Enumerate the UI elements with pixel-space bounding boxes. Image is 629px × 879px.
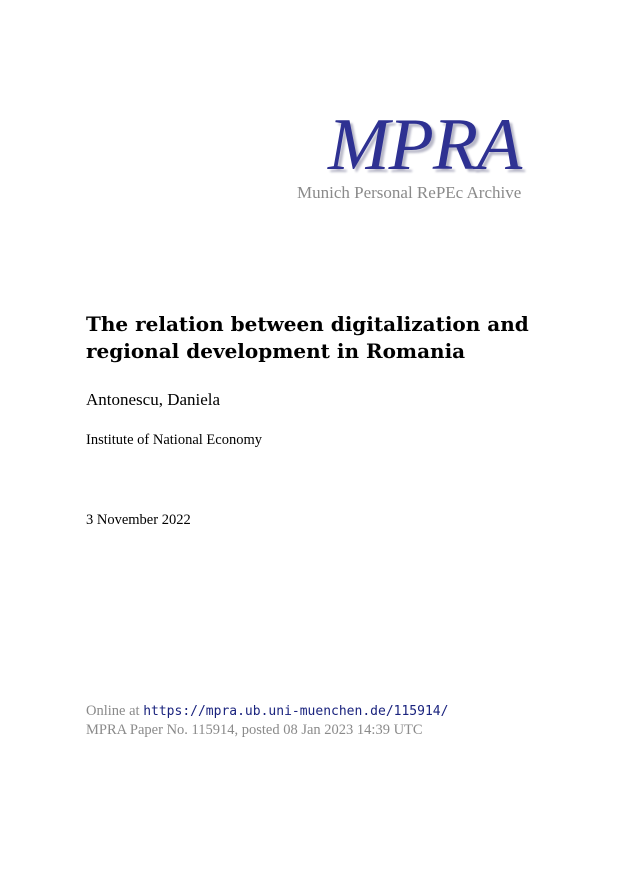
paper-date: 3 November 2022 [86, 512, 191, 528]
paper-info: MPRA Paper No. 115914, posted 08 Jan 2023 14:39 UTC [86, 722, 423, 738]
footer [86, 702, 448, 739]
mpra-logo [290, 104, 550, 208]
paper-affiliation: Institute of National Economy [86, 432, 262, 448]
paper-title: The relation between digitalization and regional development in Romania [86, 312, 529, 363]
online-prefix: Online at [86, 703, 144, 719]
logo-subtitle: Munich Personal RePEc Archive [297, 183, 522, 202]
paper-url-link[interactable]: https://mpra.ub.uni-muenchen.de/115914/ [143, 704, 449, 719]
online-line [86, 702, 448, 721]
logo-mark: MPRA [328, 104, 522, 186]
paper-author: Antonescu, Daniela [86, 390, 221, 409]
